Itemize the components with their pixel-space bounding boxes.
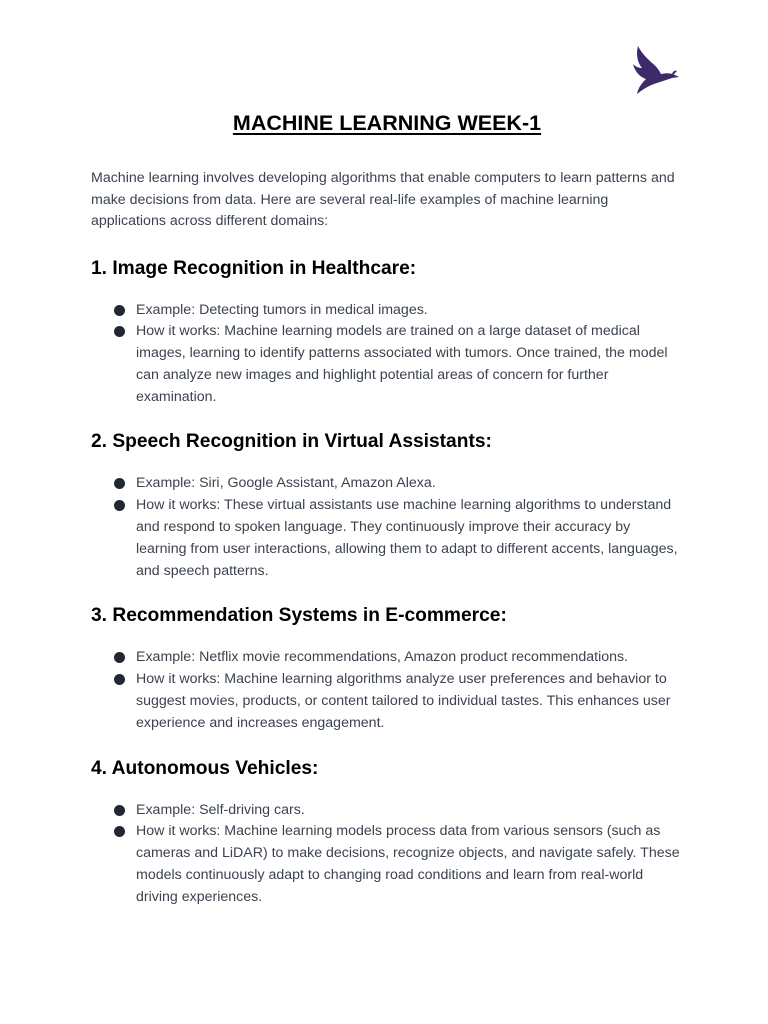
section-heading: 2. Speech Recognition in Virtual Assistants:: [91, 431, 492, 453]
list-item: [91, 821, 681, 908]
bullet-list: [91, 473, 681, 582]
list-item-text: How it works: Machine learning algorithms analyze user preferences and behavior to suggest movies, products, or content tailored to individual tastes. This enhances user experience and increases engagement.: [136, 671, 671, 731]
list-item-text: Example: Netflix movie recommendations, Amazon product recommendations.: [136, 649, 629, 666]
list-item: [91, 300, 681, 322]
bullet-icon: [114, 305, 125, 316]
page-title: [0, 111, 768, 136]
list-item: [91, 321, 681, 408]
bird-logo-icon: [632, 44, 680, 98]
intro-paragraph: Machine learning involves developing algorithms that enable computers to learn patterns and make decisions from data. Here are several real-life examples of machine learning applications across different domains:: [91, 170, 675, 229]
section-heading: 3. Recommendation Systems in E-commerce:: [91, 605, 507, 627]
list-item-text: Example: Self-driving cars.: [136, 801, 305, 818]
list-item: [91, 647, 681, 669]
document-body: [91, 168, 681, 909]
list-item: [91, 473, 681, 495]
list-item: [91, 800, 681, 822]
bullet-list: [91, 800, 681, 909]
list-item: [91, 669, 681, 734]
bullet-icon: [114, 326, 125, 337]
bullet-icon: [114, 826, 125, 837]
list-item-text: Example: Siri, Google Assistant, Amazon Alexa.: [136, 475, 436, 492]
list-item-text: Example: Detecting tumors in medical images.: [136, 301, 428, 318]
page-title-text: MACHINE LEARNING WEEK-1: [232, 111, 542, 135]
list-item-text: How it works: Machine learning models process data from various sensors (such as cameras and LiDAR) to make decisions, recognize objects, and navigate safely. These models continuously adapt to changing road conditions and learn from real-world driving experiences.: [136, 823, 680, 905]
bullet-list: [91, 647, 681, 734]
section-autonomous-vehicles: [91, 757, 681, 909]
bullet-list: [91, 300, 681, 409]
list-item: [91, 495, 681, 582]
list-item-text: How it works: Machine learning models are trained on a large dataset of medical images, learning to identify patterns associated with tumors. Once trained, the model can analyze new images and highlight potential areas of concern for further examination.: [136, 323, 668, 405]
list-item-text: How it works: These virtual assistants use machine learning algorithms to understand and respond to spoken language. They continuously improve their accuracy by learning from user interactions, allowing them to adapt to different accents, languages, and speech patterns.: [136, 497, 678, 579]
section-image-recognition: [91, 257, 681, 409]
bullet-icon: [114, 478, 125, 489]
bullet-icon: [114, 652, 125, 663]
section-speech-recognition: [91, 430, 681, 582]
bullet-icon: [114, 674, 125, 685]
bullet-icon: [114, 500, 125, 511]
section-heading: 1. Image Recognition in Healthcare:: [91, 257, 417, 279]
section-recommendation-systems: [91, 604, 681, 734]
bullet-icon: [114, 805, 125, 816]
section-heading: 4. Autonomous Vehicles:: [91, 757, 319, 779]
